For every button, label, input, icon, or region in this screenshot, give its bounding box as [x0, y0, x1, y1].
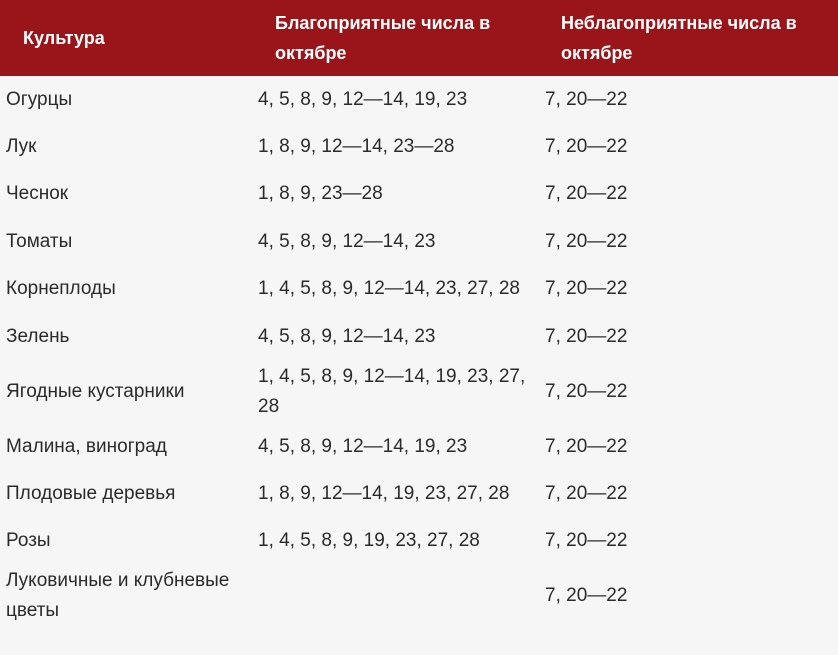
favorable-cell: 1, 8, 9, 23—28 [253, 171, 539, 218]
unfavorable-cell: 7, 20—22 [539, 423, 838, 470]
unfavorable-cell: 7, 20—22 [539, 76, 838, 123]
culture-cell: Зелень [0, 313, 253, 360]
unfavorable-cell: 7, 20—22 [539, 518, 838, 565]
table-row [0, 423, 838, 470]
table-row [0, 470, 838, 517]
favorable-cell: 1, 4, 5, 8, 9, 12—14, 23, 27, 28 [253, 266, 539, 313]
unfavorable-cell: 7, 20—22 [539, 171, 838, 218]
table-row [0, 218, 838, 265]
header-row [0, 0, 838, 76]
table-row [0, 266, 838, 313]
culture-cell: Корнеплоды [0, 266, 253, 313]
culture-cell: Малина, виноград [0, 423, 253, 470]
header-favorable: Благоприятные числа в октябре [275, 13, 491, 63]
unfavorable-cell: 7, 20—22 [539, 123, 838, 170]
culture-cell: Чеснок [0, 171, 253, 218]
culture-cell: Плодовые деревья [0, 470, 253, 517]
culture-cell: Томаты [0, 218, 253, 265]
unfavorable-cell: 7, 20—22 [539, 565, 838, 628]
culture-cell: Розы [0, 518, 253, 565]
culture-cell: Луковичные и клубневые цветы [0, 565, 253, 628]
table-row [0, 171, 838, 218]
favorable-cell [253, 565, 539, 628]
unfavorable-cell: 7, 20—22 [539, 470, 838, 517]
favorable-cell: 4, 5, 8, 9, 12—14, 23 [253, 218, 539, 265]
header-unfavorable: Неблагоприятные числа в октябре [561, 13, 797, 63]
table-row [0, 76, 838, 123]
table-header [0, 0, 838, 76]
table-row [0, 565, 838, 628]
unfavorable-cell: 7, 20—22 [539, 360, 838, 423]
favorable-cell: 1, 4, 5, 8, 9, 19, 23, 27, 28 [253, 518, 539, 565]
table-row [0, 313, 838, 360]
unfavorable-cell: 7, 20—22 [539, 313, 838, 360]
unfavorable-cell: 7, 20—22 [539, 266, 838, 313]
header-culture: Культура [23, 28, 105, 48]
culture-cell: Огурцы [0, 76, 253, 123]
favorable-cell: 1, 8, 9, 12—14, 23—28 [253, 123, 539, 170]
table-row [0, 123, 838, 170]
culture-cell: Ягодные кустарники [0, 360, 253, 423]
favorable-cell: 1, 8, 9, 12—14, 19, 23, 27, 28 [253, 470, 539, 517]
table-row [0, 360, 838, 423]
favorable-cell: 4, 5, 8, 9, 12—14, 19, 23 [253, 423, 539, 470]
table-body [0, 76, 838, 628]
favorable-cell: 4, 5, 8, 9, 12—14, 19, 23 [253, 76, 539, 123]
favorable-cell: 1, 4, 5, 8, 9, 12—14, 19, 23, 27, 28 [253, 360, 539, 423]
favorable-cell: 4, 5, 8, 9, 12—14, 23 [253, 313, 539, 360]
table-row [0, 518, 838, 565]
unfavorable-cell: 7, 20—22 [539, 218, 838, 265]
culture-cell: Лук [0, 123, 253, 170]
